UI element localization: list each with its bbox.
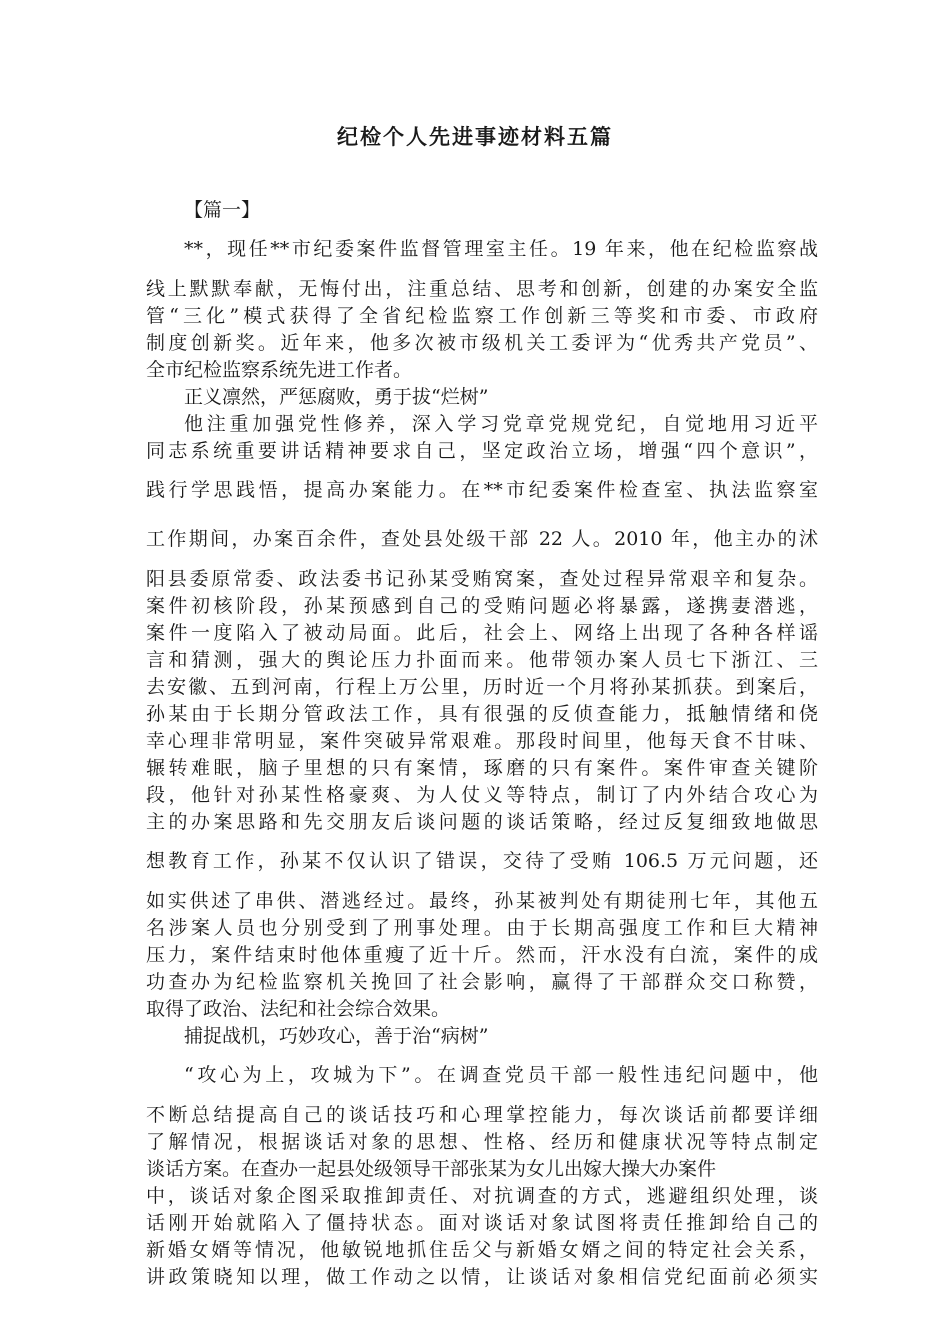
text-line: 阳县委原常委、政法委书记孙某受贿窝案，查处过程异常艰辛和复杂。 bbox=[146, 568, 818, 590]
text-line: 中，谈话对象企图采取推卸责任、对抗调查的方式，逃避组织处理，谈 bbox=[146, 1185, 818, 1207]
section-tag: 【篇一】 bbox=[184, 199, 261, 221]
text-line: 新婚女婿等情况，他敏锐地抓住岳父与新婚女婿之间的特定社会关系， bbox=[146, 1239, 818, 1261]
text-line: “攻心为上，攻城为下”。在调查党员干部一般性违纪问题中，他 bbox=[184, 1064, 818, 1086]
text-line: 如实供述了串供、潜逃经过。最终，孙某被判处有期徒刑七年，其他五 bbox=[146, 890, 818, 912]
text-line: 取得了政治、法纪和社会综合效果。 bbox=[146, 998, 451, 1020]
text-line: 幸心理非常明显，案件突破异常艰难。那段时间里，他每天食不甘味、 bbox=[146, 730, 818, 752]
text-line: 辗转难眠，脑子里想的只有案情，琢磨的只有案件。案件审查关键阶 bbox=[146, 757, 818, 779]
page-title: 纪检个人先进事迹材料五篇 bbox=[337, 124, 613, 149]
subheading: 正义凛然，严惩腐败，勇于拔“烂树” bbox=[184, 386, 489, 408]
text-line: 讲政策晓知以理，做工作动之以情，让谈话对象相信党纪面前必须实 bbox=[146, 1266, 818, 1288]
text-line: 全市纪检监察系统先进工作者。 bbox=[146, 359, 413, 381]
text-line: 管“三化”模式获得了全省纪检监察工作创新三等奖和市委、市政府 bbox=[146, 305, 818, 327]
text-line: 他注重加强党性修养，深入学习党章党规党纪，自觉地用习近平 bbox=[184, 413, 818, 435]
text-line: 案件初核阶段，孙某预感到自己的受贿问题必将暴露，遂携妻潜逃， bbox=[146, 595, 818, 617]
text-line: 谈话方案。在查办一起县处级领导干部张某为女儿出嫁大操大办案件 bbox=[146, 1158, 717, 1180]
subheading: 捕捉战机，巧妙攻心，善于治“病树” bbox=[184, 1025, 489, 1047]
text-line: 段，他针对孙某性格豪爽、为人仗义等特点，制订了内外结合攻心为 bbox=[146, 784, 818, 806]
text-line: 孙某由于长期分管政法工作，具有很强的反侦查能力，抵触情绪和侥 bbox=[146, 703, 818, 725]
text-line: 工作期间，办案百余件，查处县处级干部 22 人。2010 年，他主办的沭 bbox=[146, 528, 818, 550]
text-line: 去安徽、五到河南，行程上万公里，历时近一个月将孙某抓获。到案后， bbox=[146, 676, 818, 698]
text-line: 话刚开始就陷入了僵持状态。面对谈话对象试图将责任推卸给自己的 bbox=[146, 1212, 818, 1234]
text-line: 线上默默奉献，无悔付出，注重总结、思考和创新，创建的办案安全监 bbox=[146, 278, 818, 300]
text-line: 名涉案人员也分别受到了刑事处理。由于长期高强度工作和巨大精神 bbox=[146, 917, 818, 939]
text-line: 制度创新奖。近年来，他多次被市级机关工委评为“优秀共产党员”、 bbox=[146, 332, 818, 354]
text-line: 同志系统重要讲话精神要求自己，坚定政治立场，增强“四个意识”， bbox=[146, 440, 818, 462]
text-line: 言和猜测，强大的舆论压力扑面而来。他带领办案人员七下浙江、三 bbox=[146, 649, 818, 671]
text-line: 主的办案思路和先交朋友后谈问题的谈话策略，经过反复细致地做思 bbox=[146, 811, 818, 833]
text-line: 了解情况，根据谈话对象的思想、性格、经历和健康状况等特点制定 bbox=[146, 1131, 818, 1153]
text-line: 不断总结提高自己的谈话技巧和心理掌控能力，每次谈话前都要详细 bbox=[146, 1104, 818, 1126]
text-line: 践行学思践悟，提高办案能力。在**市纪委案件检查室、执法监察室 bbox=[146, 479, 818, 501]
text-line: 案件一度陷入了被动局面。此后，社会上、网络上出现了各种各样谣 bbox=[146, 622, 818, 644]
text-line: 压力，案件结束时他体重瘦了近十斤。然而，汗水没有白流，案件的成 bbox=[146, 944, 818, 966]
text-line: 功查办为纪检监察机关挽回了社会影响，赢得了干部群众交口称赞， bbox=[146, 971, 818, 993]
text-line: **，现任**市纪委案件监督管理室主任。19 年来，他在纪检监察战 bbox=[184, 238, 818, 260]
text-line: 想教育工作，孙某不仅认识了错误，交待了受贿 106.5 万元问题，还 bbox=[146, 850, 818, 872]
